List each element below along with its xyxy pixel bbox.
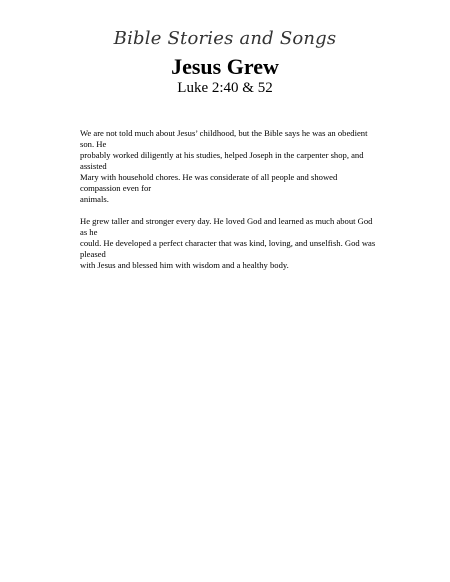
story-paragraph-2: He grew taller and stronger every day. He loved God and learned as much about God as he could. He developed a perfect character that was kind, loving, and unselfish. God was pleased with Jesus and blessed him with wisdom and a healthy body. xyxy=(80,216,376,270)
series-title: Bible Stories and Songs xyxy=(113,28,337,49)
page-title: Jesus Grew xyxy=(171,54,279,79)
scripture-reference: Luke 2:40 & 52 xyxy=(177,80,273,96)
story-paragraph-1: We are not told much about Jesus’ childhood, but the Bible says he was an obedient son. He probably worked diligently at his studies, helped Joseph in the carpenter shop, and assisted Mary with household chores. He was considerate of all people and showed compassion even for animals. xyxy=(80,128,368,204)
story-body xyxy=(80,128,376,282)
